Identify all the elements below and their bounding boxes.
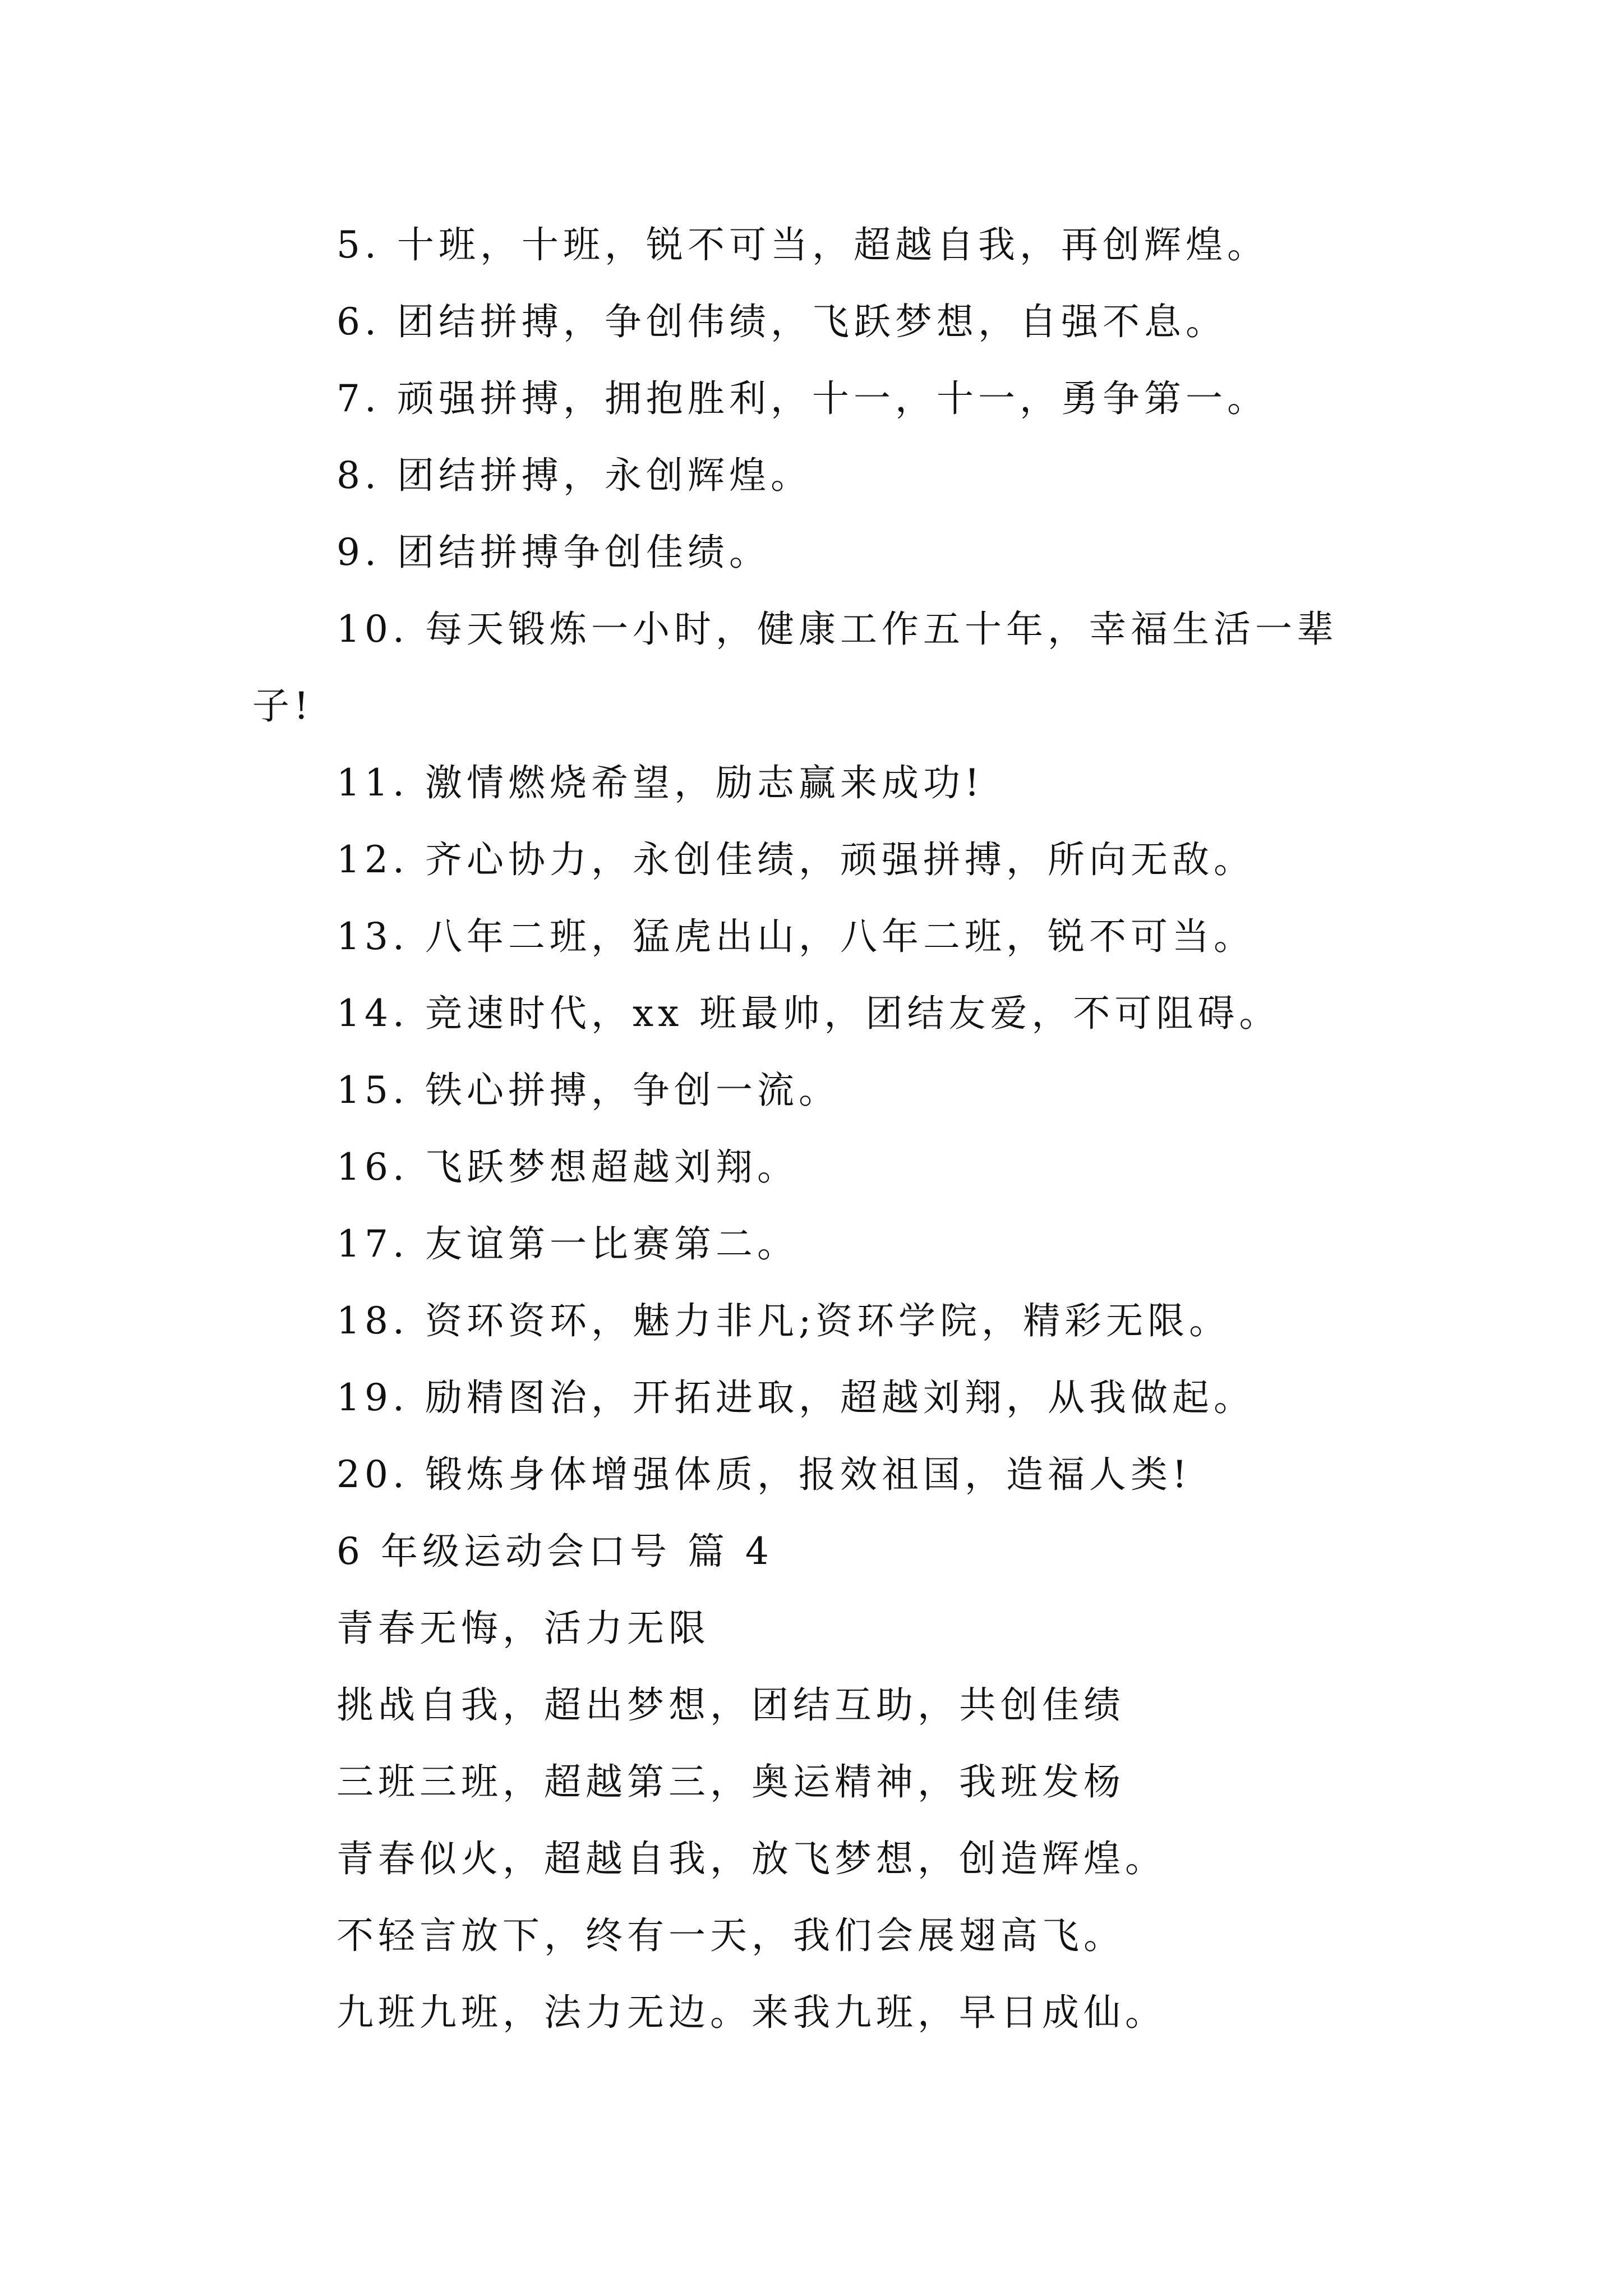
slogan-line: 14. 竞速时代，xx 班最帅，团结友爱，不可阻碍。 bbox=[336, 992, 1281, 1035]
slogan-line: 19. 励精图治，开拓进取，超越刘翔，从我做起。 bbox=[336, 1376, 1255, 1419]
slogan-line: 18. 资环资环，魅力非凡;资环学院，精彩无限。 bbox=[336, 1299, 1231, 1342]
slogan-line: 8. 团结拼搏，永创辉煌。 bbox=[336, 454, 812, 497]
slogan-line: 13. 八年二班，猛虎出山，八年二班，锐不可当。 bbox=[336, 915, 1255, 958]
slogan-line: 17. 友谊第一比赛第二。 bbox=[336, 1222, 799, 1266]
slogan-line: 20. 锻炼身体增强体质，报效祖国，造福人类! bbox=[336, 1453, 1192, 1496]
slogan-line-wrapped-start: 10. 每天锻炼一小时，健康工作五十年，幸福生活一辈 bbox=[336, 608, 1338, 651]
section-heading: 6 年级运动会口号 篇 4 bbox=[336, 1530, 773, 1573]
slogan-line: 三班三班，超越第三，奥运精神，我班发杨 bbox=[336, 1760, 1125, 1803]
slogan-line: 挑战自我，超出梦想，团结互助，共创佳绩 bbox=[336, 1683, 1125, 1727]
slogan-line: 青春无悔，活力无限 bbox=[336, 1607, 710, 1650]
slogan-line: 青春似火，超越自我，放飞梦想，创造辉煌。 bbox=[336, 1837, 1166, 1880]
slogan-line: 6. 团结拼搏，争创伟绩，飞跃梦想，自强不息。 bbox=[336, 300, 1227, 343]
slogan-line: 九班九班，法力无边。来我九班，早日成仙。 bbox=[336, 1991, 1166, 2034]
slogan-line: 7. 顽强拼搏，拥抱胜利，十一，十一，勇争第一。 bbox=[336, 377, 1269, 420]
slogan-line: 15. 铁心拼搏，争创一流。 bbox=[336, 1069, 840, 1112]
slogan-line: 12. 齐心协力，永创佳绩，顽强拼搏，所向无敌。 bbox=[336, 838, 1255, 881]
slogan-line: 16. 飞跃梦想超越刘翔。 bbox=[336, 1145, 799, 1189]
slogan-line: 5. 十班，十班，锐不可当，超越自我，再创辉煌。 bbox=[336, 223, 1269, 266]
slogan-line: 9. 团结拼搏争创佳绩。 bbox=[336, 531, 771, 574]
slogan-line: 11. 激情燃烧希望，励志赢来成功! bbox=[336, 761, 984, 804]
slogan-line-wrapped-end: 子! bbox=[252, 684, 313, 728]
document-body bbox=[252, 206, 1385, 2051]
slogan-line: 不轻言放下，终有一天，我们会展翅高飞。 bbox=[336, 1914, 1125, 1957]
